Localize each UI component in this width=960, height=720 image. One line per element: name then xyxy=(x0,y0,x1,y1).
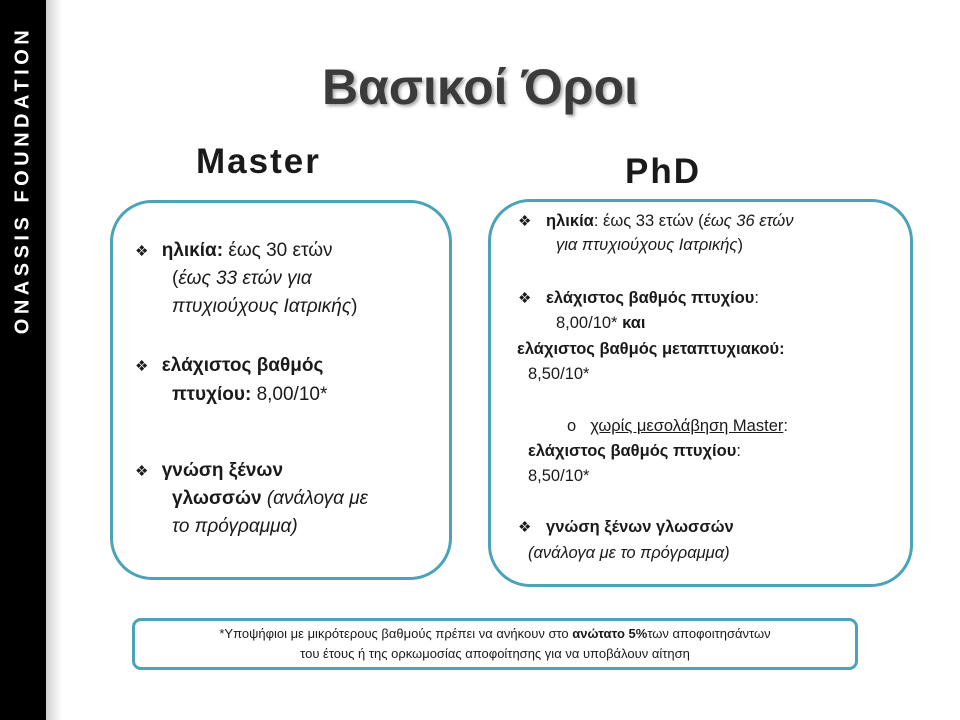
phd-age-value: : έως 33 ετών ( xyxy=(593,212,704,230)
phd-age-note: για πτυχιούχους Ιατρικής xyxy=(556,236,738,254)
footnote-line2: του έτους ή της ορκωμοσίας αποφοίτησης για να υποβάλουν αίτηση xyxy=(300,646,690,661)
master-age-line xyxy=(135,240,333,262)
phd-no-master-grade-line: ελάχιστος βαθμός πτυχίου: xyxy=(528,442,741,460)
phd-postgrad-value: 8,50/10* xyxy=(528,365,590,383)
master-grade-value: 8,00/10* xyxy=(251,384,328,405)
phd-no-master-line: o χωρίς μεσολάβηση Master: xyxy=(567,417,788,435)
phd-grade-value-line: 8,00/10* και xyxy=(556,314,646,332)
diamond-bullet-icon: ❖ xyxy=(518,213,532,230)
phd-age-label: ηλικία xyxy=(546,212,594,230)
brand-text: ONASSIS FOUNDATION xyxy=(11,25,34,335)
diamond-bullet-icon: ❖ xyxy=(518,519,532,536)
phd-postgrad-line xyxy=(517,340,785,359)
footnote-emphasis: ανώτατο 5% xyxy=(572,626,648,641)
phd-no-master-grade-label: ελάχιστος βαθμός πτυχίου xyxy=(528,442,737,460)
master-age-note-line2: πτυχιούχους Ιατρικής) xyxy=(172,296,358,317)
phd-age-line: ❖ ηλικία: έως 33 ετών (έως 36 ετών xyxy=(518,212,794,230)
footnote-line1: *Υποψήφιοι με μικρότερους βαθμούς πρέπει να ανήκουν στο ανώτατο 5%των αποφοιτησάντων xyxy=(219,626,771,641)
phd-age-note-line: για πτυχιούχους Ιατρικής) xyxy=(556,236,743,254)
phd-no-master-grade-value: 8,50/10* xyxy=(528,467,590,485)
diamond-bullet-icon: ❖ xyxy=(135,358,149,375)
brand-sidebar xyxy=(0,0,46,720)
sidebar-shadow xyxy=(46,0,62,720)
diamond-bullet-icon: ❖ xyxy=(135,463,149,480)
master-lang-line2: γλωσσών (ανάλογα με xyxy=(172,488,369,509)
master-grade-line2: πτυχίου: 8,00/10* xyxy=(172,384,328,405)
phd-lang-label: γνώση ξένων γλωσσών xyxy=(546,518,734,536)
master-grade-line xyxy=(135,355,323,377)
master-age-label: ηλικία: xyxy=(161,240,224,261)
master-age-value: έως 30 ετών xyxy=(223,240,333,261)
master-age-note-line1: (έως 33 ετών για xyxy=(172,268,312,289)
master-heading: Master xyxy=(196,142,321,181)
master-lang-label: γνώση ξένων xyxy=(161,460,284,481)
phd-lang-line xyxy=(518,518,734,537)
phd-heading: PhD xyxy=(625,152,701,191)
master-grade-label: ελάχιστος βαθμός xyxy=(161,355,324,376)
phd-grade-line: ❖ ελάχιστος βαθμός πτυχίου: xyxy=(518,289,759,307)
phd-grade-label: ελάχιστος βαθμός πτυχίου xyxy=(546,289,755,307)
master-lang-line3: το πρόγραμμα) xyxy=(172,516,298,537)
circle-bullet-icon: o xyxy=(567,417,577,435)
phd-postgrad-label: ελάχιστος βαθμός μεταπτυχιακού: xyxy=(517,340,785,358)
phd-grade-value: 8,00/10* xyxy=(556,314,618,332)
master-lang-line xyxy=(135,460,283,482)
master-lang-note: (ανάλογα με xyxy=(261,488,369,509)
phd-lang-note: (ανάλογα με το πρόγραμμα) xyxy=(528,544,730,562)
master-age-note: έως 33 ετών για xyxy=(178,268,312,289)
phd-no-master-label: χωρίς μεσολάβηση Master xyxy=(590,417,784,435)
page-title: Βασικοί Όροι xyxy=(321,59,639,115)
diamond-bullet-icon: ❖ xyxy=(135,243,149,260)
diamond-bullet-icon: ❖ xyxy=(518,290,532,307)
